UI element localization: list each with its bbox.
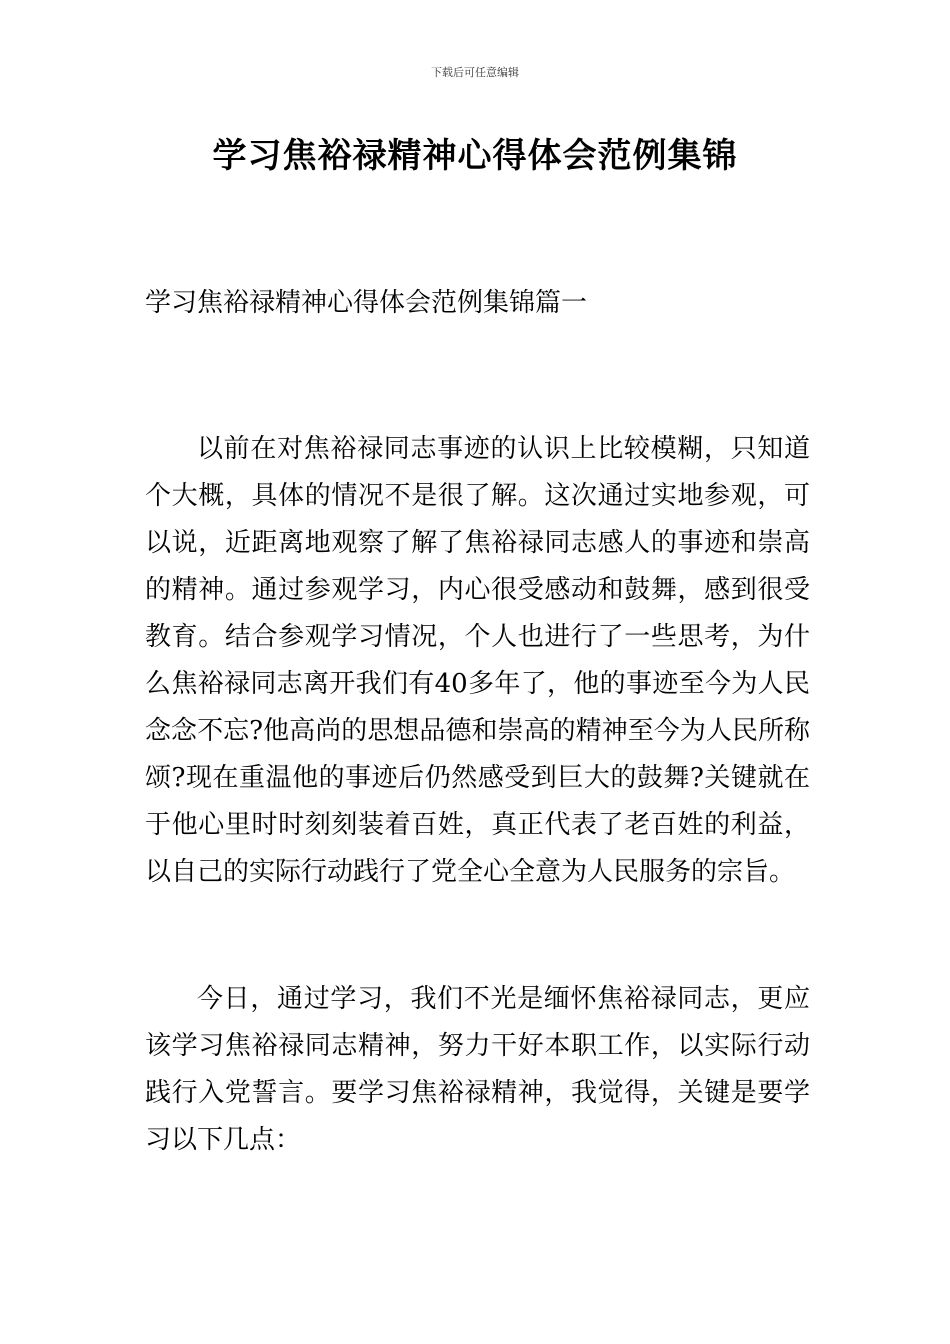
section-heading: 学习焦裕禄精神心得体会范例集锦篇一 xyxy=(145,288,588,318)
body-paragraph-2: 今日，通过学习，我们不光是缅怀焦裕禄同志，更应该学习焦裕禄同志精神，努力干好本职工作，以实际行动践行入党誓言。要学习焦裕禄精神，我觉得，关键是要学习以下几点： xyxy=(145,984,810,1155)
body-paragraph-1: 以前在对焦裕禄同志事迹的认识上比较模糊，只知道个大概，具体的情况不是很了解。这次通过实地参观，可以说，近距离地观察了解了焦裕禄同志感人的事迹和崇高的精神。通过参观学习，内心很受感动和鼓舞，感到很受教育。结合参观学习情况，个人也进行了一些思考，为什么焦裕禄同志离开我们有40多年了，他的事迹至今为人民念念不忘?他高尚的思想品德和崇高的精神至今为人民所称颂?现在重温他的事迹后仍然感受到巨大的鼓舞?关键就在于他心里时时刻刻装着百姓，真正代表了老百姓的利益，以自己的实际行动践行了党全心全意为人民服务的宗旨。 xyxy=(145,434,810,887)
document-title: 学习焦裕禄精神心得体会范例集锦 xyxy=(212,136,738,176)
header-note: 下载后可任意编辑 xyxy=(431,66,519,79)
